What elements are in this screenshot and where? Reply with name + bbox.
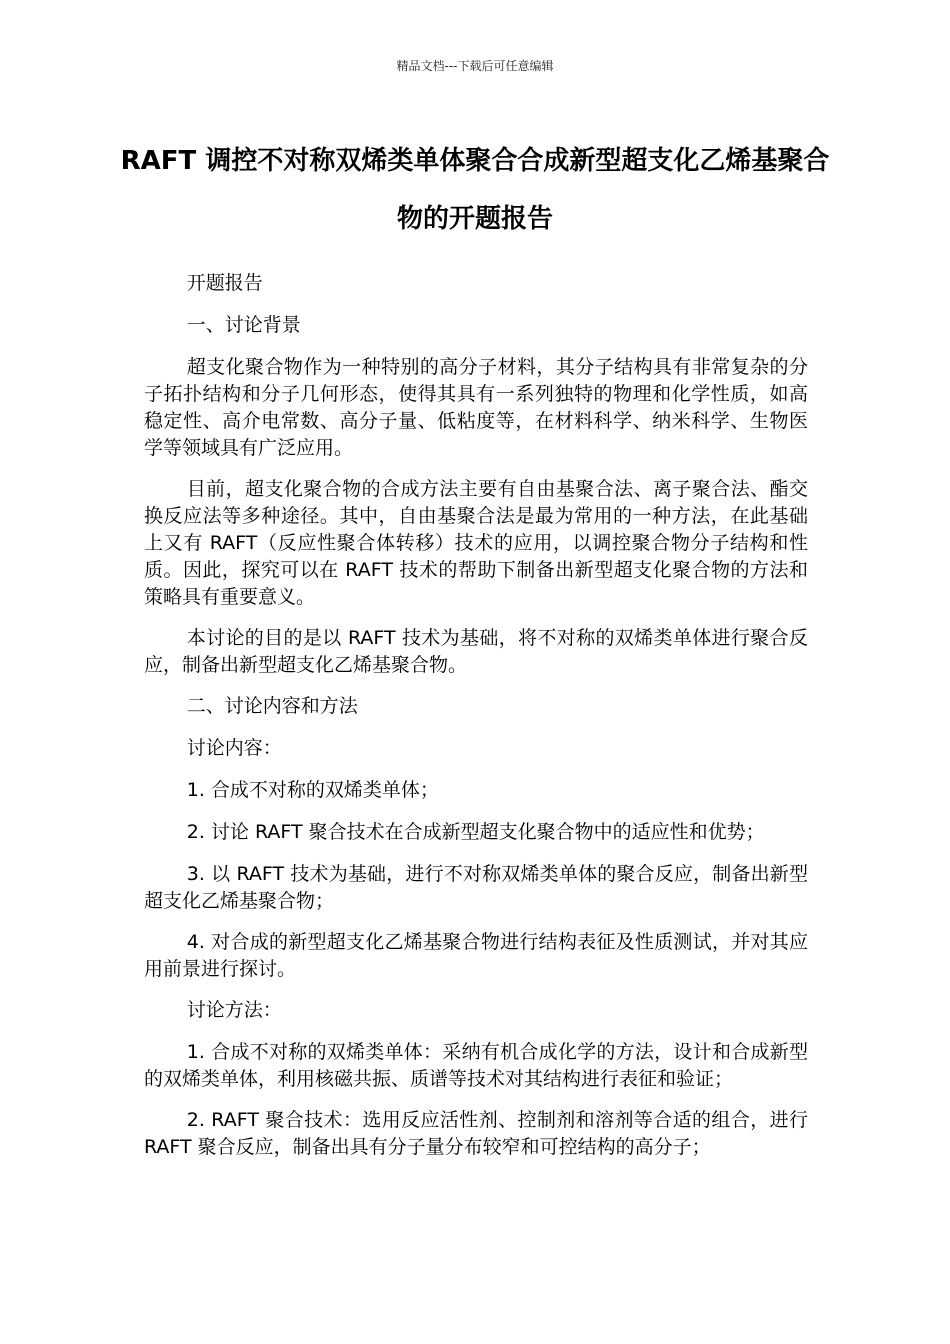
section-heading: 一、讨论背景 <box>186 314 301 336</box>
subsection-label: 讨论内容： <box>186 737 282 759</box>
list-item: 2. 讨论 RAFT 聚合技术在合成新型超支化聚合物中的适应性和优势； <box>186 821 765 843</box>
body-paragraph: 目前，超支化聚合物的合成方法主要有自由基聚合法、离子聚合法、酯交换反应法等多种途径。其中，自由基聚合法是最为常用的一种方法，在此基础上又有 RAFT（反应性聚合体转移）技术的应用，以调控聚合物分子结构和性质。因此，探究可以在 RAFT 技术的帮助下制备出新型超支化聚合物的方法和策略具有重要意义。 <box>144 478 808 608</box>
header-note: 精品文档---下载后可任意编辑 <box>396 59 554 73</box>
subsection-label: 讨论方法： <box>186 999 282 1021</box>
body-paragraph: 本讨论的目的是以 RAFT 技术为基础，将不对称的双烯类单体进行聚合反应，制备出新型超支化乙烯基聚合物。 <box>144 627 808 676</box>
section-label: 开题报告 <box>186 272 263 294</box>
list-item: 1. 合成不对称的双烯类单体：采纳有机合成化学的方法，设计和合成新型的双烯类单体，利用核磁共振、质谱等技术对其结构进行表征和验证； <box>144 1041 808 1090</box>
document-body <box>144 270 808 1175</box>
body-paragraph: 超支化聚合物作为一种特别的高分子材料，其分子结构具有非常复杂的分子拓扑结构和分子几何形态，使得其具有一系列独特的物理和化学性质，如高稳定性、高介电常数、高分子量、低粘度等，在材料科学、纳米科学、生物医学等领域具有广泛应用。 <box>144 356 808 459</box>
list-item: 2. RAFT 聚合技术：选用反应活性剂、控制剂和溶剂等合适的组合，进行 RAFT 聚合反应，制备出具有分子量分布较窄和可控结构的高分子； <box>144 1109 808 1158</box>
list-item: 4. 对合成的新型超支化乙烯基聚合物进行结构表征及性质测试，并对其应用前景进行探讨。 <box>144 931 808 980</box>
section-heading: 二、讨论内容和方法 <box>186 695 358 717</box>
list-item: 3. 以 RAFT 技术为基础，进行不对称双烯类单体的聚合反应，制备出新型超支化乙烯基聚合物； <box>144 863 808 912</box>
document-title: RAFT 调控不对称双烯类单体聚合合成新型超支化乙烯基聚合物的开题报告 <box>120 146 830 234</box>
list-item: 1. 合成不对称的双烯类单体； <box>186 779 439 801</box>
